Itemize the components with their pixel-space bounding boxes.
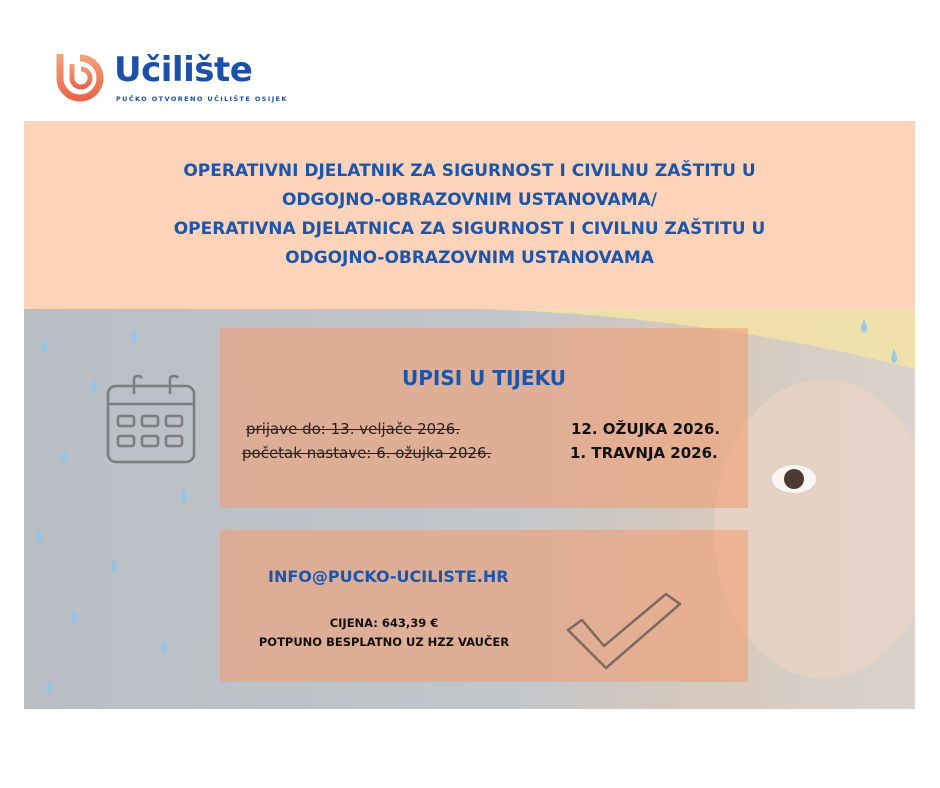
new-application-deadline: 12. OŽUJKA 2026.: [571, 420, 721, 438]
enrollment-panel: [220, 328, 748, 508]
course-title-line: ODGOJNO-OBRAZOVNIM USTANOVAMA: [285, 248, 654, 268]
contact-email-link[interactable]: INFO@PUCKO-UCILISTE.HR: [268, 567, 509, 586]
new-start-date: 1. TRAVNJA 2026.: [570, 444, 718, 462]
checkmark-icon: [564, 590, 684, 680]
calendar-icon: [104, 372, 200, 468]
price-info: [256, 614, 512, 652]
contact-panel: [220, 530, 748, 682]
logo: [52, 48, 288, 108]
course-title-banner: [24, 121, 915, 309]
course-title-line: OPERATIVNA DJELATNICA ZA SIGURNOST I CIVILNU ZAŠTITU U: [173, 219, 766, 239]
course-title-line: ODGOJNO-OBRAZOVNIM USTANOVAMA/: [281, 190, 657, 210]
old-start-date: početak nastave: 6. ožujka 2026.: [242, 444, 492, 462]
course-title-line: OPERATIVNI DJELATNIK ZA SIGURNOST I CIVILNU ZAŠTITU U: [183, 161, 756, 181]
logo-mark-icon: [52, 48, 108, 104]
logo-subtitle: PUČKO OTVORENO UČILIŠTE OSIJEK: [116, 95, 288, 103]
logo-wordmark: Učilište: [114, 50, 253, 90]
price-text: CIJENA: 643,39 €: [329, 616, 439, 630]
enrollment-title: UPISI U TIJEKU: [402, 366, 566, 390]
old-application-deadline: prijave do: 13. veljače 2026.: [246, 420, 461, 438]
voucher-text: POTPUNO BESPLATNO UZ HZZ VAUČER: [258, 635, 510, 649]
